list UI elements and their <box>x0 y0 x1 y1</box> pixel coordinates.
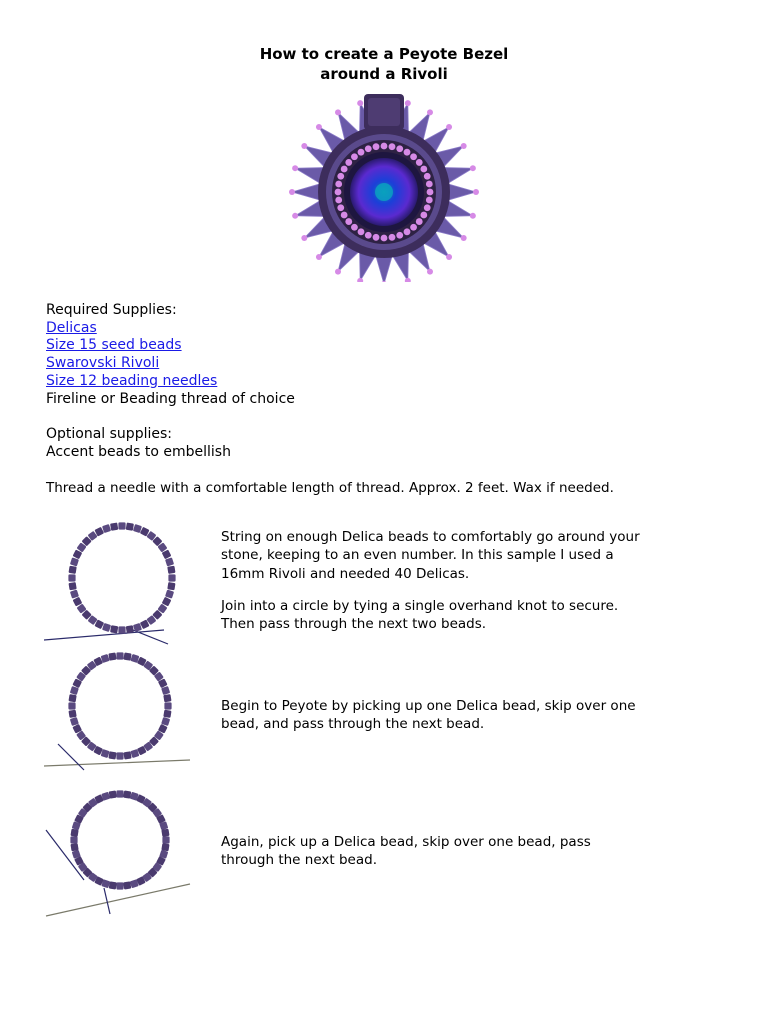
step-1-paragraph-1: String on enough Delica beads to comfortably go around your stone, keeping to an even number. In this sample I used a 16mm Rivoli and needed 40 Delicas. <box>221 529 640 582</box>
step-2-bead-circle-image <box>44 648 194 772</box>
step-2-paragraph-1: Begin to Peyote by picking up one Delica bead, skip over one bead, and pass through the next bead. <box>221 698 636 733</box>
step-1-bead-circle-image <box>44 518 194 648</box>
title-line-1: How to create a Peyote Bezel <box>259 45 509 63</box>
delicas-link[interactable]: Delicas <box>46 319 97 336</box>
required-supplies-heading: Required Supplies: <box>46 302 177 318</box>
swarovski-rivoli-link[interactable]: Swarovski Rivoli <box>46 355 160 372</box>
fireline-item: Fireline or Beading thread of choice <box>46 390 295 407</box>
seed-beads-link[interactable]: Size 15 seed beads <box>46 337 182 354</box>
step-3-text <box>221 833 641 870</box>
step-1-text <box>221 528 641 633</box>
beading-needles-link[interactable]: Size 12 beading needles <box>46 372 218 389</box>
step-2-text <box>221 697 641 734</box>
step-1-paragraph-2: Join into a circle by tying a single overhand knot to secure. Then pass through the next two beads. <box>221 597 619 633</box>
page-title <box>0 44 768 84</box>
step-3-paragraph-1: Again, pick up a Delica bead, skip over one bead, pass through the next bead. <box>221 834 591 869</box>
intro-paragraph: Thread a needle with a comfortable length of thread. Approx. 2 feet. Wax if needed. <box>46 480 614 496</box>
rivoli-pendant-image <box>286 92 482 282</box>
optional-supplies-heading: Optional supplies: <box>46 425 172 442</box>
title-line-2: around a Rivoli <box>320 65 448 83</box>
accent-beads-item: Accent beads to embellish <box>46 443 231 460</box>
supplies-list <box>46 302 295 461</box>
step-3-bead-circle-image <box>44 784 194 920</box>
